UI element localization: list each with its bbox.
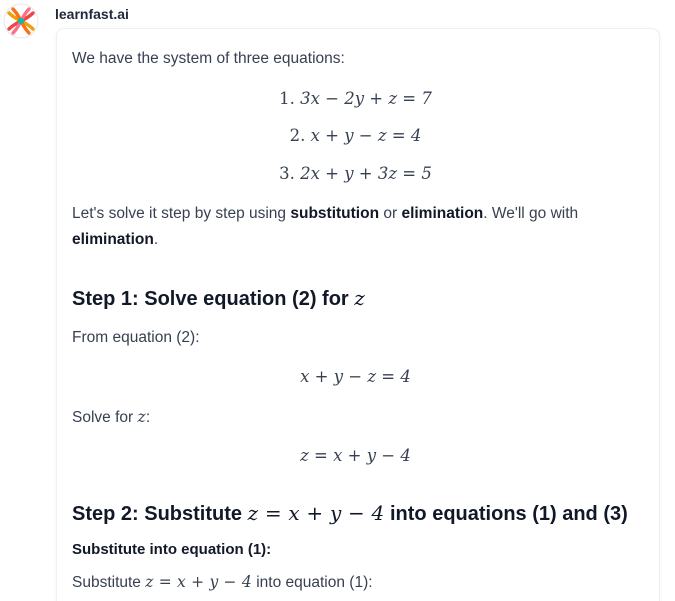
step2-title-end: into equations (1) and (3) [384,503,628,525]
equation-expr: x + y − z = 4 [310,126,422,145]
equation-3 [72,164,639,183]
solve-for-var: z [137,408,146,426]
method-text: Let's solve it step by step using [72,205,291,222]
display-equation-1 [72,367,639,386]
method-text: or [379,205,402,222]
step1-var: z [354,286,366,310]
substitute-subheading: Substitute into equation (1): [72,541,272,558]
method-bold-elimination: elimination [72,231,154,248]
method-text: . [153,231,159,248]
intro-text: We have the system of three equations: [72,50,345,67]
step2-title-start: Step 2: Substitute [72,503,248,525]
display-equation-expr: x + y − z = 4 [300,367,411,386]
equation-expr: 3x − 2y + z = 7 [300,89,432,108]
solve-for-label: Solve for [72,409,138,426]
equation-number: 1. [279,89,295,108]
substitute-text [72,569,373,596]
display-equation-expr: z = x + y − 4 [300,446,411,465]
brand-name: learnfast.ai [55,6,129,22]
solve-for-text [72,404,150,431]
method-bold-elimination: elimination [401,205,484,222]
step1-heading [72,286,365,311]
substitute-label-end: into equation (1): [251,574,373,591]
equation-number: 3. [279,164,295,183]
step2-math: z = x + y − 4 [247,501,385,525]
learnfast-logo-icon [3,3,39,39]
substitute-math: z = x + y − 4 [145,573,252,591]
method-text-line-1 [72,201,578,227]
display-equation-2 [72,446,639,465]
method-text: . We'll go with [483,205,579,222]
equation-1 [72,89,639,108]
step1-title: Step 1: Solve equation (2) for [72,288,355,310]
method-text-line-2 [72,227,158,253]
equation-expr: 2x + y + 3z = 5 [300,164,432,183]
equation-2 [72,126,639,145]
solve-for-colon: : [145,409,151,426]
step2-heading [72,501,628,526]
from-equation-text: From equation (2): [72,329,200,346]
assistant-message-card [56,28,660,601]
method-bold-substitution: substitution [290,205,380,222]
substitute-label: Substitute [72,574,146,591]
equation-number: 2. [289,126,306,145]
